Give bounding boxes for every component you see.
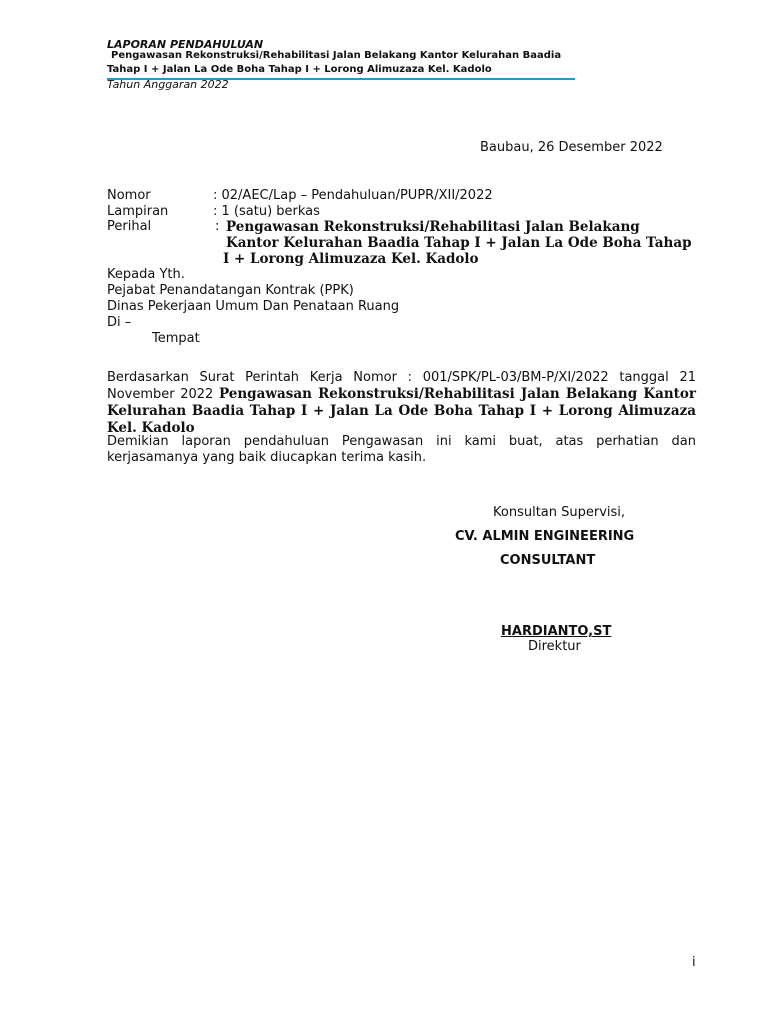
company-name-line1: CV. ALMIN ENGINEERING: [455, 529, 635, 544]
perihal-subject-line3: I + Lorong Alimuzaza Kel. Kadolo: [223, 251, 479, 267]
recipient-line2: Dinas Pekerjaan Umum Dan Penataan Ruang: [107, 299, 400, 314]
project-title-line2: Tahap I + Jalan La Ode Boha Tahap I + Lorong Alimuzaza Kel. Kadolo: [107, 64, 492, 75]
recipient-line1: Pejabat Penandatangan Kontrak (PPK): [107, 283, 354, 298]
paragraph-intro: Berdasarkan Surat Perintah Kerja Nomor : 001/SPK/PL-03/BM-P/XI/2022 tanggal 21 November 2022: [107, 370, 696, 402]
perihal-label: Perihal: [107, 219, 152, 234]
nomor-value: : 02/AEC/Lap – Pendahuluan/PUPR/XII/2022: [213, 188, 493, 203]
kepada-yth: Kepada Yth.: [107, 267, 185, 282]
place-date: Baubau, 26 Desember 2022: [480, 140, 663, 155]
recipient-tempat: Tempat: [152, 331, 200, 346]
recipient-di: Di –: [107, 315, 132, 330]
body-paragraph-1: [107, 370, 696, 437]
company-name-line2: CONSULTANT: [500, 553, 596, 568]
body-paragraph-2: Demikian laporan pendahuluan Pengawasan ini kami buat, atas perhatian dan kerjasamanya yang baik diucapkan terima kasih.: [107, 434, 696, 465]
paragraph-project-name: Pengawasan Rekonstruksi/Rehabilitasi Jalan Belakang Kantor Kelurahan Baadia Tahap I + Jalan La Ode Boha Tahap I + Lorong Alimuzaza Kel. Kadolo: [107, 386, 696, 436]
project-title-line1: Pengawasan Rekonstruksi/Rehabilitasi Jalan Belakang Kantor Kelurahan Baadia: [111, 50, 562, 61]
lampiran-value: : 1 (satu) berkas: [213, 204, 320, 219]
perihal-subject-line2: Kantor Kelurahan Baadia Tahap I + Jalan La Ode Boha Tahap: [226, 235, 692, 251]
fiscal-year: Tahun Anggaran 2022: [107, 78, 229, 91]
page-number: i: [692, 955, 696, 970]
closing-text: Konsultan Supervisi,: [493, 505, 626, 520]
perihal-subject-line1: Pengawasan Rekonstruksi/Rehabilitasi Jalan Belakang: [226, 219, 640, 235]
nomor-label: Nomor: [107, 188, 151, 203]
signatory-name: HARDIANTO,ST: [501, 624, 612, 639]
signatory-position: Direktur: [528, 639, 581, 654]
lampiran-label: Lampiran: [107, 204, 169, 219]
report-title: LAPORAN PENDAHULUAN: [107, 38, 264, 51]
perihal-colon: :: [215, 219, 220, 234]
